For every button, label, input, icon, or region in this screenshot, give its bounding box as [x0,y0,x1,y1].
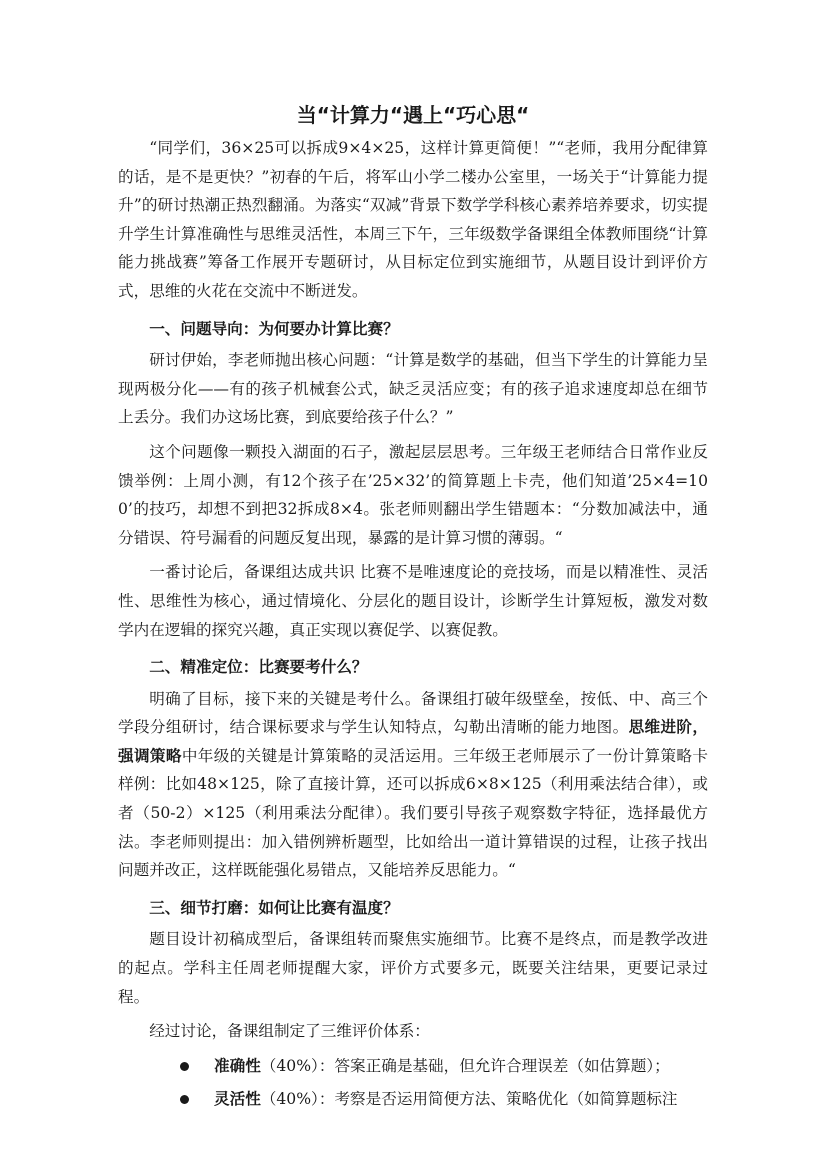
list-item-text: （40%）：答案正确是基础，但允许合理误差（如估算题）； [260,1056,670,1075]
document-title: 当“计算力“遇上“巧心思“ [296,103,530,127]
list-item [118,1085,708,1114]
section1-heading: 一、问题导向：为何要办计算比赛？ [149,319,399,338]
section2-bold-phrase: 思维进阶，强调策略 [118,718,708,765]
document-page [118,98,708,1119]
section3-paragraph-2: 经过讨论，备课组制定了三维评价体系： [149,1022,430,1041]
list-item-text: （40%）：考察是否运用简便方法、策略优化（如简算题标注 [260,1090,678,1109]
intro-paragraph: “同学们，36×25可以拆成9×4×25，这样计算更简便！”“老师，我用分配律算的话，是不是更快？”初春的午后，将军山小学二楼办公室里，一场关于“计算能力提升”的研讨热潮正热烈翻涌。为落实“双减”背景下数学学科核心素养培养要求，切实提升学生计算准确性与思维灵活性，本周三下午，三年级数学备课组全体教师围绕“计算能力挑战赛”筹备工作展开专题研讨，从目标定位到实施细节，从题目设计到评价方式，思维的火花在交流中不断迸发。 [118,139,708,300]
section3-heading: 三、细节打磨：如何让比赛有温度？ [149,898,399,917]
section1-paragraph-1: 研讨伊始，李老师抛出核心问题：“计算是数学的基础，但当下学生的计算能力呈现两极分化——有的孩子机械套公式，缺乏灵活应变；有的孩子追求速度却总在细节上丢分。我们办这场比赛，到底要给孩子什么？” [118,351,708,427]
bullet-icon [180,1062,189,1071]
section2-heading: 二、精准定位：比赛要考什么？ [149,658,368,677]
list-item-label: 准确性 [214,1056,261,1075]
section2-text-before: 明确了目标，接下来的关键是考什么。备课组打破年级壁垒，按低、中、高三个学段分组研讨，结合课标要求与学生认知特点，勾勒出清晰的能力地图。 [118,689,708,737]
section2-paragraph-1 [118,685,708,885]
evaluation-list [118,1052,708,1114]
section1-paragraph-2: 这个问题像一颗投入湖面的石子，激起层层思考。三年级王老师结合日常作业反馈举例：上周小测，有12个孩子在’25×32’的简算题上卡壳，他们知道’25×4=100’的技巧，却想不到把32拆成8×4。张老师则翻出学生错题本：“分数加减法中，通分错误、符号漏看的问题反复出现，暴露的是计算习惯的薄弱。“ [118,442,708,547]
section1-paragraph-3: 一番讨论后，备课组达成共识 比赛不是唯速度论的竞技场，而是以精准性、灵活性、思维性为核心，通过情境化、分层化的题目设计，诊断学生计算短板，激发对数学内在逻辑的探究兴趣，真正实现以赛促学、以赛促教。 [118,563,708,639]
section3-paragraph-1: 题目设计初稿成型后，备课组转而聚焦实施细节。比赛不是终点，而是教学改进的起点。学科主任周老师提醒大家，评价方式要多元，既要关注结果，更要记录过程。 [118,930,708,1006]
list-item-label: 灵活性 [214,1090,261,1109]
bullet-icon [180,1095,189,1104]
section2-text-after: 中年级的关键是计算策略的灵活运用。三年级王老师展示了一份计算策略卡样例：比如48×125，除了直接计算，还可以拆成6×8×125（利用乘法结合律），或者（50-2）×125（利用乘法分配律）。我们要引导孩子观察数字特征，选择最优方法。李老师则提出：加入错例辨析题型，比如给出一道计算错误的过程，让孩子找出问题并改正，这样既能强化易错点，又能培养反思能力。“ [118,746,708,880]
list-item [118,1052,708,1081]
